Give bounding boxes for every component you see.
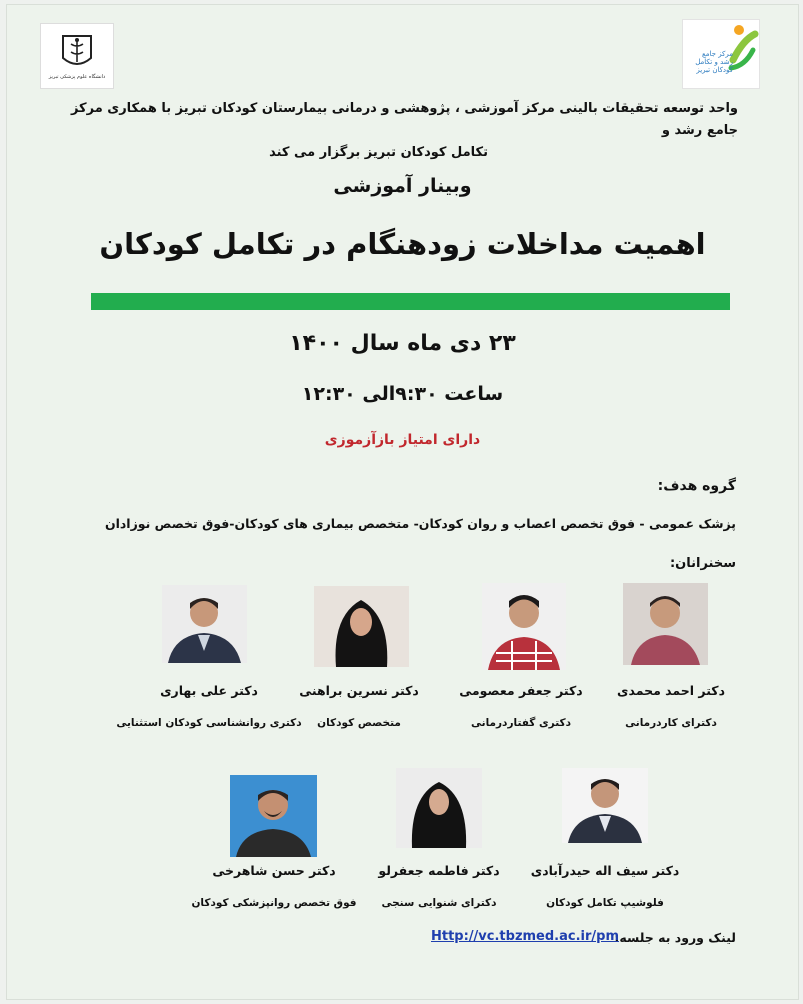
poster bbox=[6, 4, 799, 1000]
speaker-photo-ahmad-mohammadi bbox=[623, 583, 708, 665]
title-divider-bar bbox=[91, 293, 730, 310]
speaker-photo-nasrin-barahani bbox=[314, 586, 409, 667]
event-date: ۲۳ دی ماه سال ۱۴۰۰ bbox=[289, 331, 516, 356]
speaker-title: دکترای شنوایی سنجی bbox=[381, 897, 497, 909]
audience-text: پزشک عمومی - فوق تخصص اعصاب و روان کودکان- متخصص بیماری های کودکان-فوق تخصص نوزادان bbox=[104, 516, 736, 531]
speaker-name: دکتر حسن شاهرخی bbox=[212, 863, 336, 878]
speaker-title: دکتری گفتاردرمانی bbox=[471, 717, 571, 729]
session-link[interactable]: Http://vc.tbzmed.ac.ir/pm bbox=[431, 929, 620, 944]
speaker-title: فوق تخصص روانپزشکی کودکان bbox=[191, 897, 357, 909]
cme-points: دارای امتیاز بازآزموزی bbox=[324, 432, 481, 448]
speaker-name: دکتر نسرین براهنی bbox=[299, 683, 419, 698]
session-link-label: لینک ورود به جلسه: bbox=[614, 930, 736, 945]
speaker-photo-seyfollah-heidarabadi bbox=[562, 768, 648, 843]
speaker-photo-jafar-masoumi bbox=[482, 583, 566, 670]
audience-label: گروه هدف: bbox=[657, 478, 736, 494]
speaker-name: دکتر فاطمه جعفرلو bbox=[378, 863, 500, 878]
page-title: اهمیت مداخلات زودهنگام در تکامل کودکان bbox=[99, 227, 706, 261]
intro-line-1: واحد توسعه تحقیقات بالینی مرکز آموزشی ، پژوهشی و درمانی بیمارستان کودکان تبریز با همکاری مرکز جامع رشد و bbox=[70, 101, 738, 138]
speakers-label: سخنرانان: bbox=[669, 556, 736, 571]
speaker-name: دکتر سیف اله حیدرآبادی bbox=[530, 863, 680, 878]
speaker-title: متخصص کودکان bbox=[317, 717, 401, 729]
speaker-title: دکترای کاردرمانی bbox=[625, 717, 717, 729]
event-type: وبینار آموزشی bbox=[333, 175, 472, 197]
speaker-name: دکتر جعفر معصومی bbox=[459, 683, 583, 698]
intro-text bbox=[67, 98, 738, 164]
seal-emblem-icon bbox=[57, 32, 97, 72]
speaker-name: دکتر احمد محمدی bbox=[617, 683, 725, 698]
speaker-name: دکتر علی بهاری bbox=[160, 683, 258, 698]
university-seal-logo bbox=[40, 23, 114, 89]
speaker-title: فلوشیپ تکامل کودکان bbox=[546, 897, 664, 909]
speaker-photo-hasan-shahrokhi bbox=[230, 775, 317, 857]
speaker-photo-fatemeh-jafarlou bbox=[396, 768, 482, 848]
intro-line-2: تکامل کودکان تبریز برگزار می کند bbox=[269, 145, 488, 160]
event-time: ساعت ۹:۳۰الی ۱۲:۳۰ bbox=[301, 383, 504, 405]
growth-center-logo-text: مرکز جامع رشد و تکامل کودکان تبریز bbox=[695, 50, 733, 74]
speaker-photo-ali-bahari bbox=[162, 585, 247, 663]
seal-caption: دانشگاه علوم پزشکی تبریز bbox=[48, 74, 106, 80]
speaker-title: دکتری روانشناسی کودکان استثنایی bbox=[116, 717, 302, 729]
growth-center-logo bbox=[682, 19, 760, 89]
